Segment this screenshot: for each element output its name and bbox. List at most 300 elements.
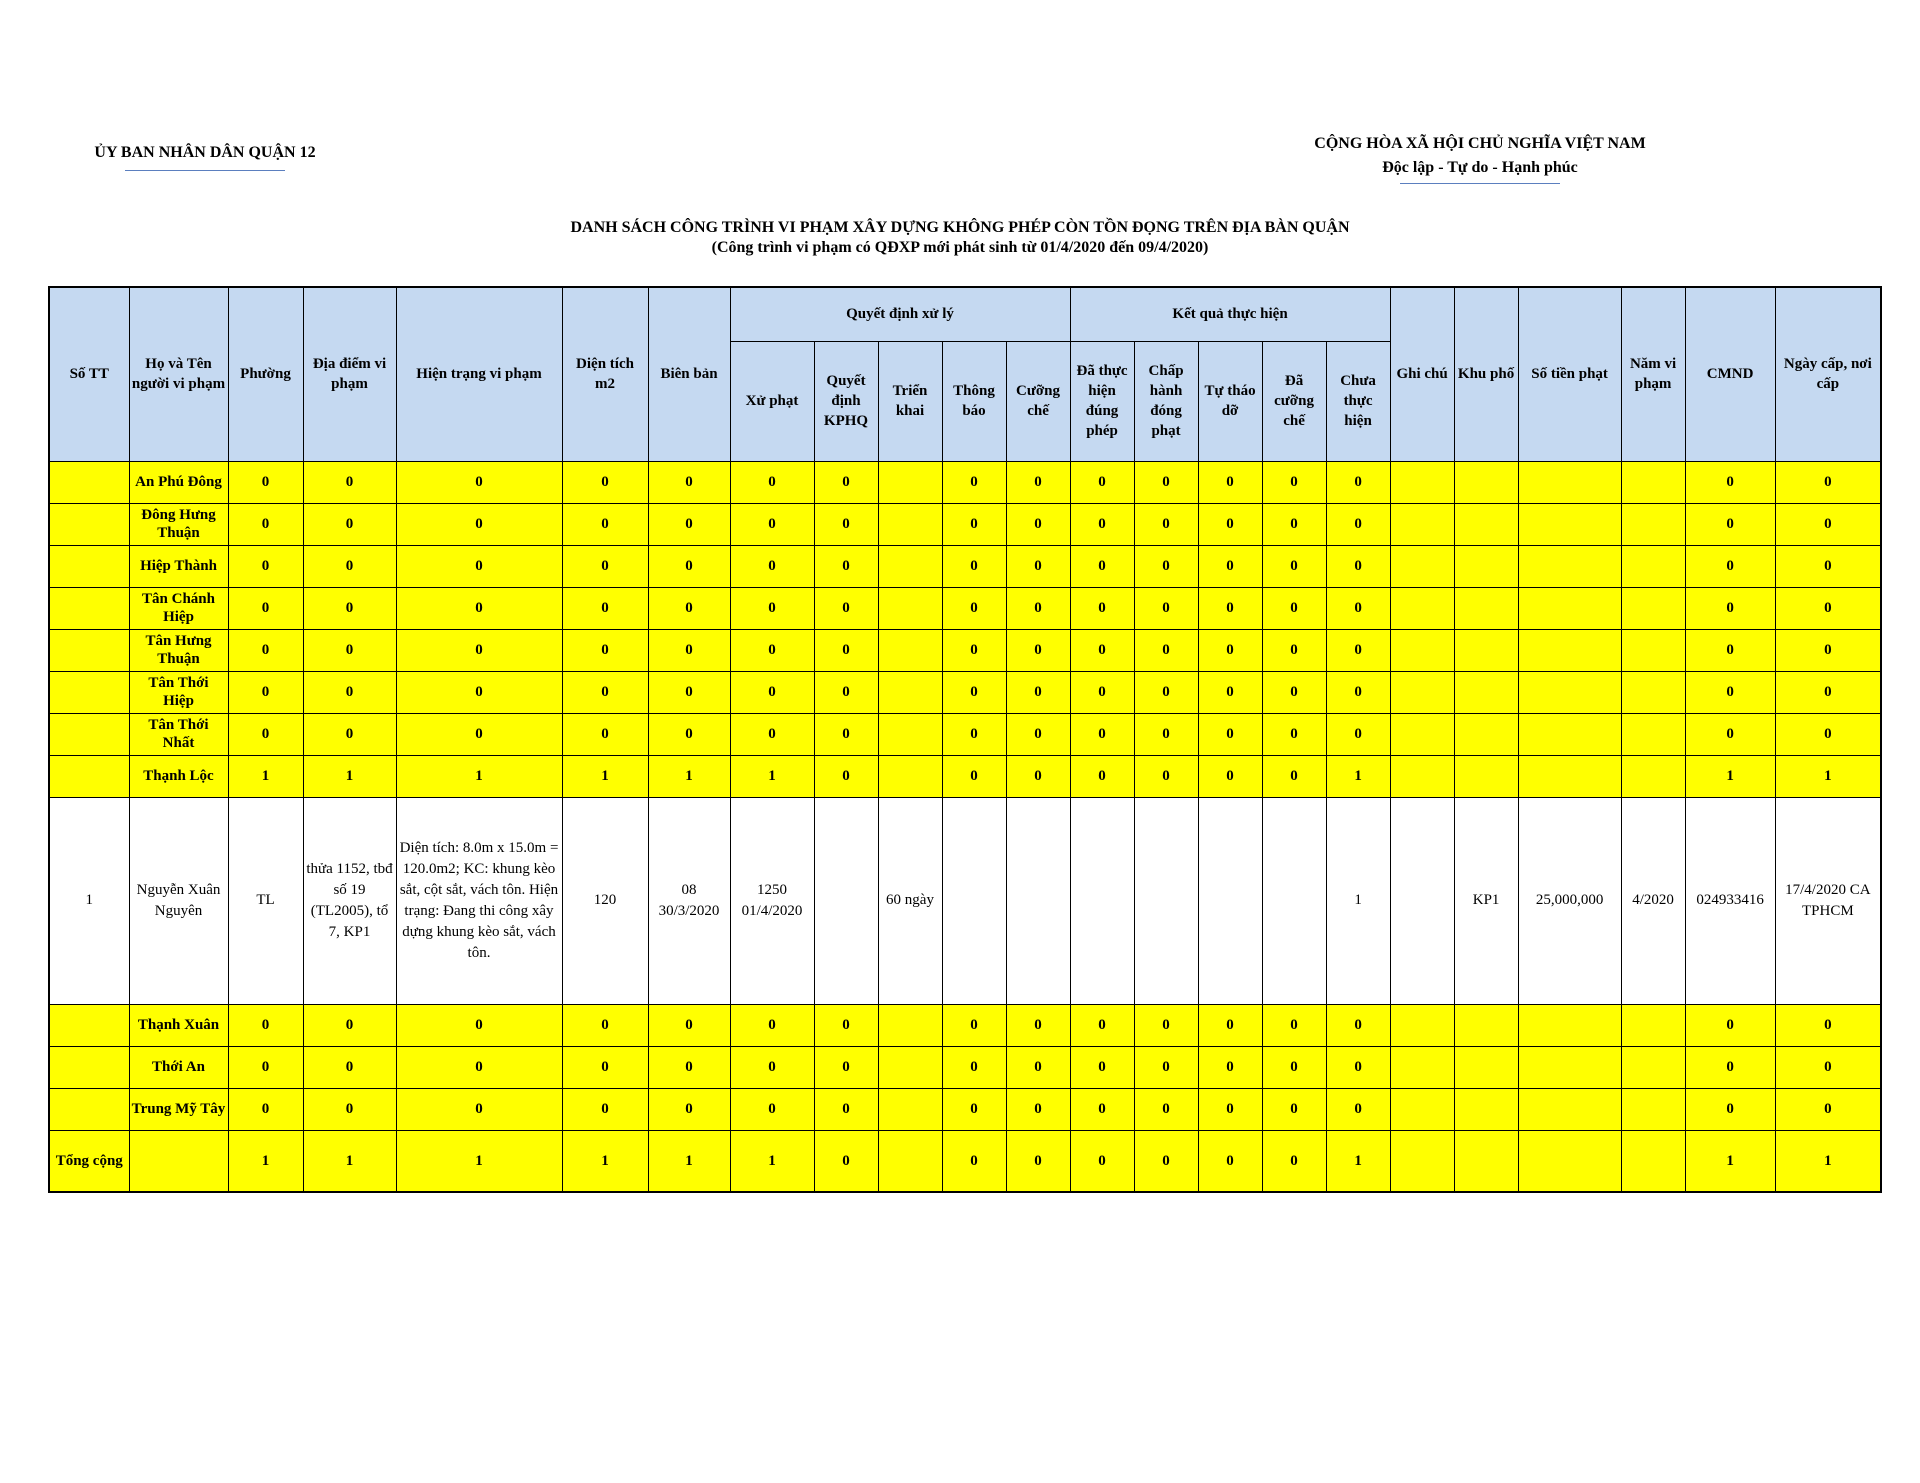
col-header-deploy: Triển khai bbox=[878, 341, 942, 461]
value-cell bbox=[878, 461, 942, 503]
detail-row bbox=[49, 797, 1881, 1004]
value-cell: 0 bbox=[942, 1004, 1006, 1046]
value-cell: 0 bbox=[1134, 713, 1198, 755]
value-cell: 0 bbox=[1198, 1130, 1262, 1192]
value-cell: 0 bbox=[1134, 587, 1198, 629]
value-cell: 1 bbox=[303, 755, 396, 797]
value-cell: 0 bbox=[396, 461, 562, 503]
value-cell: 0 bbox=[1198, 503, 1262, 545]
value-cell: 0 bbox=[1262, 713, 1326, 755]
cell-pending: 1 bbox=[1326, 797, 1390, 1004]
col-header-area: Diện tích m2 bbox=[562, 287, 648, 461]
value-cell: 0 bbox=[562, 1004, 648, 1046]
value-cell: 0 bbox=[1685, 1088, 1775, 1130]
document-title bbox=[0, 218, 1920, 258]
value-cell: 0 bbox=[814, 671, 878, 713]
value-cell: 1 bbox=[1326, 1130, 1390, 1192]
cell-self-demolish bbox=[1198, 797, 1262, 1004]
value-cell: 0 bbox=[1326, 545, 1390, 587]
value-cell: 0 bbox=[228, 1004, 303, 1046]
value-cell bbox=[878, 1004, 942, 1046]
value-cell bbox=[1390, 1130, 1454, 1192]
value-cell: 0 bbox=[1262, 545, 1326, 587]
value-cell: 0 bbox=[730, 1004, 814, 1046]
value-cell: 0 bbox=[228, 545, 303, 587]
value-cell bbox=[1390, 671, 1454, 713]
title-sub: (Công trình vi phạm có QĐXP mới phát sinh từ 01/4/2020 đến 09/4/2020) bbox=[711, 239, 1209, 256]
ward-name: Tân Thới Hiệp bbox=[129, 671, 228, 713]
value-cell: 0 bbox=[942, 713, 1006, 755]
issuing-authority-name: ỦY BAN NHÂN DÂN QUẬN 12 bbox=[94, 144, 316, 161]
value-cell: 0 bbox=[730, 713, 814, 755]
value-cell: 0 bbox=[1326, 461, 1390, 503]
ward-row bbox=[49, 1004, 1881, 1046]
value-cell: 1 bbox=[1685, 755, 1775, 797]
value-cell: 0 bbox=[1775, 713, 1881, 755]
value-cell: 0 bbox=[648, 1004, 730, 1046]
underline bbox=[1400, 183, 1560, 184]
value-cell bbox=[1390, 1004, 1454, 1046]
value-cell: 1 bbox=[1685, 1130, 1775, 1192]
value-cell: 0 bbox=[1262, 503, 1326, 545]
cell-area: 120 bbox=[562, 797, 648, 1004]
value-cell: 0 bbox=[648, 587, 730, 629]
value-cell: 0 bbox=[228, 587, 303, 629]
cell-name bbox=[129, 1130, 228, 1192]
cell-penalty: 1250 01/4/2020 bbox=[730, 797, 814, 1004]
value-cell bbox=[1454, 713, 1518, 755]
value-cell bbox=[1390, 461, 1454, 503]
value-cell: 0 bbox=[1685, 503, 1775, 545]
value-cell: 0 bbox=[1262, 461, 1326, 503]
value-cell: 0 bbox=[1006, 1004, 1070, 1046]
value-cell: 0 bbox=[303, 671, 396, 713]
value-cell: 0 bbox=[648, 503, 730, 545]
national-motto bbox=[1240, 132, 1720, 184]
value-cell: 0 bbox=[1198, 671, 1262, 713]
value-cell: 0 bbox=[562, 713, 648, 755]
value-cell: 1 bbox=[396, 1130, 562, 1192]
value-cell: 0 bbox=[1070, 755, 1134, 797]
col-header-fine: Số tiền phạt bbox=[1518, 287, 1621, 461]
cell-quarter: KP1 bbox=[1454, 797, 1518, 1004]
cell-year: 4/2020 bbox=[1621, 797, 1685, 1004]
ward-name: Đông Hưng Thuận bbox=[129, 503, 228, 545]
ward-row bbox=[49, 1088, 1881, 1130]
value-cell: 0 bbox=[396, 1088, 562, 1130]
value-cell: 1 bbox=[228, 1130, 303, 1192]
value-cell bbox=[1518, 1004, 1621, 1046]
value-cell bbox=[1454, 461, 1518, 503]
value-cell: 0 bbox=[730, 1088, 814, 1130]
value-cell: 0 bbox=[1685, 713, 1775, 755]
cell-report: 08 30/3/2020 bbox=[648, 797, 730, 1004]
value-cell: 0 bbox=[1134, 461, 1198, 503]
cell-stt: 1 bbox=[49, 797, 129, 1004]
ward-row bbox=[49, 671, 1881, 713]
value-cell: 0 bbox=[1006, 545, 1070, 587]
total-label: Tổng cộng bbox=[49, 1130, 129, 1192]
cell-id: 024933416 bbox=[1685, 797, 1775, 1004]
value-cell bbox=[1454, 1004, 1518, 1046]
value-cell: 0 bbox=[396, 503, 562, 545]
value-cell: 0 bbox=[814, 1046, 878, 1088]
ward-name: Tân Hưng Thuận bbox=[129, 629, 228, 671]
cell-stt bbox=[49, 1088, 129, 1130]
value-cell: 0 bbox=[1070, 671, 1134, 713]
value-cell: 0 bbox=[730, 503, 814, 545]
value-cell: 0 bbox=[814, 1088, 878, 1130]
value-cell: 0 bbox=[730, 461, 814, 503]
value-cell bbox=[878, 755, 942, 797]
cell-stt bbox=[49, 755, 129, 797]
value-cell bbox=[1390, 629, 1454, 671]
cell-deploy: 60 ngày bbox=[878, 797, 942, 1004]
value-cell: 0 bbox=[1775, 587, 1881, 629]
value-cell bbox=[1454, 1088, 1518, 1130]
value-cell: 0 bbox=[396, 1004, 562, 1046]
cell-stt bbox=[49, 1046, 129, 1088]
col-header-paid: Chấp hành đóng phạt bbox=[1134, 341, 1198, 461]
value-cell: 0 bbox=[1775, 545, 1881, 587]
value-cell: 0 bbox=[303, 461, 396, 503]
value-cell: 0 bbox=[1006, 1088, 1070, 1130]
value-cell: 0 bbox=[648, 713, 730, 755]
value-cell: 0 bbox=[1070, 629, 1134, 671]
value-cell: 0 bbox=[1134, 503, 1198, 545]
value-cell: 0 bbox=[648, 461, 730, 503]
value-cell: 0 bbox=[396, 629, 562, 671]
value-cell: 0 bbox=[1262, 671, 1326, 713]
value-cell bbox=[1518, 587, 1621, 629]
value-cell: 0 bbox=[814, 713, 878, 755]
value-cell bbox=[878, 1046, 942, 1088]
col-header-quarter: Khu phố bbox=[1454, 287, 1518, 461]
value-cell bbox=[1621, 587, 1685, 629]
value-cell: 0 bbox=[1198, 713, 1262, 755]
value-cell bbox=[1454, 629, 1518, 671]
cell-enforce bbox=[1006, 797, 1070, 1004]
value-cell: 0 bbox=[562, 1046, 648, 1088]
cell-stt bbox=[49, 503, 129, 545]
issuing-authority bbox=[60, 144, 350, 171]
value-cell bbox=[1390, 1088, 1454, 1130]
value-cell: 0 bbox=[1326, 1088, 1390, 1130]
value-cell bbox=[1454, 1046, 1518, 1088]
value-cell bbox=[878, 713, 942, 755]
value-cell: 0 bbox=[730, 1046, 814, 1088]
value-cell bbox=[1390, 755, 1454, 797]
value-cell bbox=[1621, 1004, 1685, 1046]
cell-enforced bbox=[1262, 797, 1326, 1004]
value-cell: 0 bbox=[1070, 713, 1134, 755]
col-header-note: Ghi chú bbox=[1390, 287, 1454, 461]
value-cell bbox=[878, 1130, 942, 1192]
value-cell: 0 bbox=[648, 545, 730, 587]
value-cell: 0 bbox=[1134, 1130, 1198, 1192]
table-body bbox=[49, 461, 1881, 1192]
value-cell: 1 bbox=[648, 1130, 730, 1192]
value-cell: 0 bbox=[1006, 755, 1070, 797]
value-cell: 0 bbox=[814, 629, 878, 671]
value-cell: 1 bbox=[730, 1130, 814, 1192]
col-header-notice: Thông báo bbox=[942, 341, 1006, 461]
ward-name: Tân Thới Nhất bbox=[129, 713, 228, 755]
cell-stt bbox=[49, 629, 129, 671]
value-cell: 1 bbox=[1775, 1130, 1881, 1192]
value-cell bbox=[1518, 755, 1621, 797]
value-cell bbox=[878, 503, 942, 545]
value-cell: 0 bbox=[228, 629, 303, 671]
value-cell: 0 bbox=[1262, 1046, 1326, 1088]
cell-location: thửa 1152, tbđ số 19 (TL2005), tổ 7, KP1 bbox=[303, 797, 396, 1004]
value-cell: 0 bbox=[1134, 545, 1198, 587]
value-cell: 0 bbox=[942, 1130, 1006, 1192]
col-group-result: Kết quả thực hiện bbox=[1070, 287, 1390, 341]
col-header-penalty: Xử phạt bbox=[730, 341, 814, 461]
value-cell bbox=[1518, 629, 1621, 671]
value-cell: 0 bbox=[396, 1046, 562, 1088]
value-cell: 1 bbox=[228, 755, 303, 797]
value-cell: 0 bbox=[303, 503, 396, 545]
value-cell: 1 bbox=[303, 1130, 396, 1192]
value-cell: 0 bbox=[730, 629, 814, 671]
value-cell: 0 bbox=[1070, 545, 1134, 587]
ward-row bbox=[49, 629, 1881, 671]
value-cell: 0 bbox=[942, 629, 1006, 671]
value-cell: 0 bbox=[1775, 629, 1881, 671]
col-header-done: Đã thực hiện đúng phép bbox=[1070, 341, 1134, 461]
value-cell: 0 bbox=[1198, 1088, 1262, 1130]
value-cell bbox=[1454, 755, 1518, 797]
value-cell: 0 bbox=[228, 1088, 303, 1130]
value-cell: 0 bbox=[1006, 503, 1070, 545]
value-cell: 0 bbox=[562, 545, 648, 587]
value-cell bbox=[1390, 713, 1454, 755]
col-header-pending: Chưa thực hiện bbox=[1326, 341, 1390, 461]
cell-stt bbox=[49, 713, 129, 755]
value-cell: 0 bbox=[1198, 755, 1262, 797]
total-row bbox=[49, 1130, 1881, 1192]
value-cell: 0 bbox=[1198, 461, 1262, 503]
value-cell: 0 bbox=[562, 503, 648, 545]
value-cell: 0 bbox=[228, 713, 303, 755]
value-cell bbox=[1518, 713, 1621, 755]
value-cell bbox=[1621, 1130, 1685, 1192]
motto-line-1: CỘNG HÒA XÃ HỘI CHỦ NGHĨA VIỆT NAM bbox=[1314, 135, 1646, 152]
value-cell: 0 bbox=[1775, 671, 1881, 713]
value-cell bbox=[1518, 503, 1621, 545]
value-cell: 0 bbox=[730, 587, 814, 629]
value-cell: 0 bbox=[228, 671, 303, 713]
motto-line-2: Độc lập - Tự do - Hạnh phúc bbox=[1382, 159, 1578, 176]
value-cell bbox=[1518, 1046, 1621, 1088]
value-cell: 0 bbox=[1006, 1130, 1070, 1192]
value-cell: 0 bbox=[1070, 1004, 1134, 1046]
underline bbox=[125, 170, 285, 171]
value-cell: 0 bbox=[1006, 671, 1070, 713]
value-cell: 0 bbox=[814, 1130, 878, 1192]
value-cell: 0 bbox=[1262, 587, 1326, 629]
cell-note bbox=[1390, 797, 1454, 1004]
value-cell: 0 bbox=[1326, 671, 1390, 713]
ward-row bbox=[49, 713, 1881, 755]
value-cell: 0 bbox=[1070, 461, 1134, 503]
cell-stt bbox=[49, 671, 129, 713]
col-header-issue: Ngày cấp, nơi cấp bbox=[1775, 287, 1881, 461]
value-cell: 0 bbox=[1006, 1046, 1070, 1088]
ward-name: Hiệp Thành bbox=[129, 545, 228, 587]
value-cell: 1 bbox=[1326, 755, 1390, 797]
value-cell: 0 bbox=[942, 545, 1006, 587]
value-cell: 0 bbox=[1326, 1004, 1390, 1046]
value-cell: 0 bbox=[1775, 503, 1881, 545]
value-cell: 0 bbox=[1685, 1004, 1775, 1046]
value-cell: 1 bbox=[1775, 755, 1881, 797]
col-header-ward: Phường bbox=[228, 287, 303, 461]
value-cell: 0 bbox=[1006, 629, 1070, 671]
col-header-report: Biên bản bbox=[648, 287, 730, 461]
cell-paid bbox=[1134, 797, 1198, 1004]
value-cell: 0 bbox=[942, 503, 1006, 545]
value-cell bbox=[878, 1088, 942, 1130]
value-cell: 0 bbox=[1006, 587, 1070, 629]
value-cell: 0 bbox=[1006, 461, 1070, 503]
value-cell: 0 bbox=[1685, 629, 1775, 671]
value-cell: 0 bbox=[1326, 629, 1390, 671]
value-cell bbox=[1390, 503, 1454, 545]
col-header-name: Họ và Tên người vi phạm bbox=[129, 287, 228, 461]
cell-status: Diện tích: 8.0m x 15.0m = 120.0m2; KC: khung kèo sắt, cột sắt, vách tôn. Hiện trạng: Đang thi công xây dựng khung kèo sắt, vách tôn. bbox=[396, 797, 562, 1004]
value-cell bbox=[1621, 1088, 1685, 1130]
value-cell: 0 bbox=[942, 1046, 1006, 1088]
value-cell: 0 bbox=[1070, 1088, 1134, 1130]
col-header-kphq: Quyết định KPHQ bbox=[814, 341, 878, 461]
col-header-stt: Số TT bbox=[49, 287, 129, 461]
ward-name: An Phú Đông bbox=[129, 461, 228, 503]
value-cell: 0 bbox=[1326, 713, 1390, 755]
value-cell: 0 bbox=[1198, 629, 1262, 671]
value-cell: 0 bbox=[1775, 1004, 1881, 1046]
value-cell bbox=[1518, 461, 1621, 503]
value-cell bbox=[1621, 461, 1685, 503]
col-header-enforced: Đã cưỡng chế bbox=[1262, 341, 1326, 461]
value-cell: 0 bbox=[228, 1046, 303, 1088]
value-cell: 0 bbox=[396, 671, 562, 713]
value-cell: 0 bbox=[562, 587, 648, 629]
value-cell: 1 bbox=[730, 755, 814, 797]
cell-stt bbox=[49, 545, 129, 587]
value-cell bbox=[1621, 755, 1685, 797]
value-cell: 0 bbox=[1134, 671, 1198, 713]
value-cell: 0 bbox=[1262, 1088, 1326, 1130]
value-cell: 0 bbox=[1198, 1046, 1262, 1088]
value-cell: 0 bbox=[814, 587, 878, 629]
value-cell: 0 bbox=[303, 629, 396, 671]
value-cell: 0 bbox=[228, 461, 303, 503]
value-cell: 0 bbox=[562, 629, 648, 671]
col-header-location: Địa điểm vi phạm bbox=[303, 287, 396, 461]
value-cell: 0 bbox=[942, 461, 1006, 503]
value-cell: 0 bbox=[1198, 545, 1262, 587]
value-cell: 0 bbox=[1070, 1130, 1134, 1192]
value-cell bbox=[878, 545, 942, 587]
ward-row bbox=[49, 461, 1881, 503]
value-cell: 0 bbox=[1326, 587, 1390, 629]
value-cell: 0 bbox=[648, 671, 730, 713]
value-cell: 0 bbox=[1134, 1088, 1198, 1130]
value-cell: 0 bbox=[1262, 755, 1326, 797]
value-cell: 0 bbox=[1070, 1046, 1134, 1088]
value-cell: 0 bbox=[730, 545, 814, 587]
value-cell: 0 bbox=[814, 1004, 878, 1046]
title-main: DANH SÁCH CÔNG TRÌNH VI PHẠM XÂY DỰNG KHÔNG PHÉP CÒN TỒN ĐỌNG TRÊN ĐỊA BÀN QUẬN bbox=[570, 219, 1350, 236]
value-cell bbox=[1454, 1130, 1518, 1192]
value-cell: 0 bbox=[1326, 503, 1390, 545]
value-cell: 0 bbox=[814, 461, 878, 503]
value-cell: 0 bbox=[1685, 1046, 1775, 1088]
value-cell bbox=[1518, 671, 1621, 713]
value-cell: 0 bbox=[396, 587, 562, 629]
value-cell: 0 bbox=[814, 503, 878, 545]
value-cell: 0 bbox=[303, 587, 396, 629]
value-cell: 0 bbox=[814, 545, 878, 587]
value-cell: 0 bbox=[1134, 1004, 1198, 1046]
value-cell bbox=[1518, 1088, 1621, 1130]
value-cell: 0 bbox=[1134, 1046, 1198, 1088]
value-cell: 0 bbox=[1070, 503, 1134, 545]
cell-stt bbox=[49, 461, 129, 503]
value-cell: 0 bbox=[396, 545, 562, 587]
cell-name: Nguyễn Xuân Nguyên bbox=[129, 797, 228, 1004]
cell-done bbox=[1070, 797, 1134, 1004]
value-cell: 0 bbox=[1262, 1130, 1326, 1192]
value-cell bbox=[1518, 545, 1621, 587]
value-cell: 0 bbox=[648, 1088, 730, 1130]
col-header-id: CMND bbox=[1685, 287, 1775, 461]
cell-stt bbox=[49, 587, 129, 629]
value-cell: 0 bbox=[1134, 755, 1198, 797]
value-cell bbox=[1621, 671, 1685, 713]
value-cell: 0 bbox=[303, 713, 396, 755]
value-cell: 0 bbox=[648, 1046, 730, 1088]
value-cell: 0 bbox=[1198, 587, 1262, 629]
value-cell: 0 bbox=[1685, 461, 1775, 503]
value-cell bbox=[878, 587, 942, 629]
value-cell bbox=[1390, 587, 1454, 629]
cell-kphq bbox=[814, 797, 878, 1004]
value-cell: 0 bbox=[942, 671, 1006, 713]
value-cell: 0 bbox=[1070, 587, 1134, 629]
ward-row bbox=[49, 587, 1881, 629]
value-cell: 0 bbox=[942, 755, 1006, 797]
value-cell: 1 bbox=[648, 755, 730, 797]
value-cell: 0 bbox=[303, 1088, 396, 1130]
col-header-status: Hiện trạng vi phạm bbox=[396, 287, 562, 461]
value-cell bbox=[1454, 587, 1518, 629]
value-cell: 1 bbox=[562, 755, 648, 797]
ward-name: Tân Chánh Hiệp bbox=[129, 587, 228, 629]
ward-name: Thạnh Xuân bbox=[129, 1004, 228, 1046]
value-cell bbox=[1390, 545, 1454, 587]
value-cell: 1 bbox=[396, 755, 562, 797]
value-cell bbox=[878, 629, 942, 671]
ward-row bbox=[49, 545, 1881, 587]
value-cell bbox=[1621, 713, 1685, 755]
value-cell: 0 bbox=[228, 503, 303, 545]
cell-fine: 25,000,000 bbox=[1518, 797, 1621, 1004]
value-cell: 0 bbox=[730, 671, 814, 713]
